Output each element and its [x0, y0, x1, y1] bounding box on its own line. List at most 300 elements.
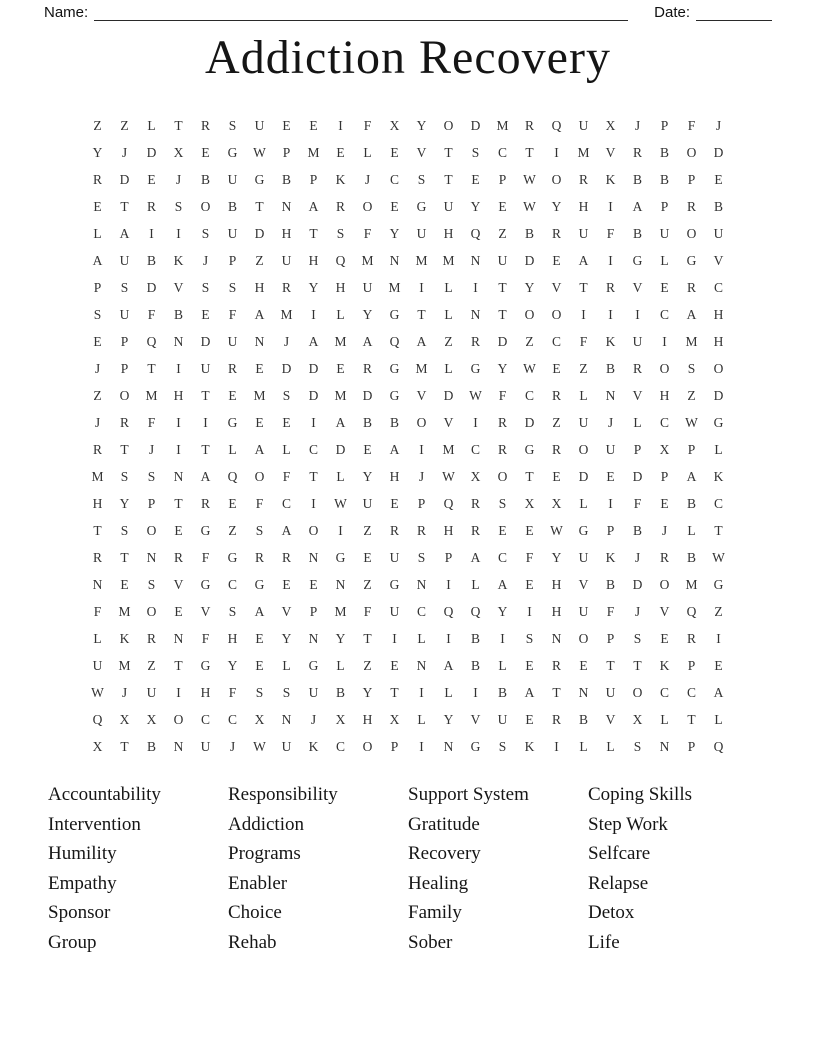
grid-letter: S: [120, 279, 129, 295]
grid-letter: I: [500, 630, 505, 646]
grid-letter: W: [523, 171, 536, 187]
grid-letter: I: [419, 738, 424, 754]
grid-letter: L: [714, 441, 723, 457]
grid-letter: J: [310, 711, 317, 727]
grid-letter: W: [523, 360, 536, 376]
grid-letter: R: [470, 495, 480, 511]
grid-letter: I: [203, 414, 208, 430]
grid-letter: R: [632, 144, 642, 160]
grid-letter: E: [255, 414, 264, 430]
grid-letter: E: [552, 252, 561, 268]
grid-letter: N: [578, 684, 589, 700]
grid-letter: M: [118, 657, 131, 673]
word-item: Family: [408, 902, 462, 923]
grid-letter: R: [497, 414, 507, 430]
grid-letter: R: [416, 522, 426, 538]
grid-letter: B: [578, 711, 588, 727]
grid-letter: E: [498, 522, 507, 538]
grid-letter: D: [632, 576, 643, 592]
grid-letter: V: [605, 144, 616, 160]
grid-letter: T: [444, 144, 453, 160]
grid-letter: D: [146, 279, 157, 295]
grid-letter: B: [632, 225, 642, 241]
grid-letter: P: [660, 198, 669, 214]
grid-letter: I: [419, 684, 424, 700]
grid-letter: O: [497, 468, 508, 484]
grid-letter: H: [551, 603, 562, 619]
grid-letter: J: [607, 414, 614, 430]
grid-letter: I: [554, 738, 559, 754]
grid-letter: W: [712, 549, 725, 565]
grid-letter: E: [309, 576, 318, 592]
grid-letter: M: [415, 360, 428, 376]
grid-letter: H: [713, 306, 724, 322]
grid-letter: R: [551, 657, 561, 673]
grid-letter: E: [390, 198, 399, 214]
date-label: Date:: [654, 4, 690, 21]
grid-letter: C: [416, 603, 426, 619]
word-item: Sponsor: [48, 902, 111, 923]
grid-letter: A: [254, 603, 265, 619]
grid-letter: I: [608, 252, 613, 268]
grid-letter: Z: [120, 117, 129, 133]
grid-letter: O: [416, 414, 427, 430]
grid-letter: P: [687, 657, 696, 673]
grid-letter: V: [551, 279, 562, 295]
grid-letter: Z: [552, 414, 561, 430]
grid-letter: T: [552, 684, 561, 700]
grid-letter: W: [442, 468, 455, 484]
grid-letter: S: [282, 684, 291, 700]
grid-letter: F: [363, 603, 372, 619]
grid-letter: E: [336, 360, 345, 376]
grid-letter: J: [634, 549, 641, 565]
grid-letter: T: [201, 441, 210, 457]
grid-letter: A: [686, 306, 697, 322]
word-item: Coping Skills: [588, 784, 692, 805]
grid-letter: E: [120, 576, 129, 592]
grid-letter: T: [93, 522, 102, 538]
grid-letter: G: [632, 252, 643, 268]
grid-letter: A: [254, 441, 265, 457]
grid-letter: O: [659, 576, 670, 592]
grid-letter: U: [227, 171, 238, 187]
grid-letter: R: [686, 279, 696, 295]
word-item: Gratitude: [408, 813, 480, 835]
word-item: Programs: [228, 843, 301, 864]
grid-letter: M: [91, 468, 104, 484]
grid-letter: B: [470, 630, 480, 646]
grid-letter: W: [253, 144, 266, 160]
grid-letter: U: [497, 252, 508, 268]
grid-letter: I: [527, 603, 532, 619]
grid-letter: X: [389, 711, 400, 727]
grid-letter: A: [416, 333, 427, 349]
grid-letter: E: [282, 576, 291, 592]
grid-letter: V: [281, 603, 292, 619]
grid-letter: E: [336, 144, 345, 160]
grid-letter: N: [605, 387, 616, 403]
grid-letter: U: [308, 684, 319, 700]
grid-letter: B: [524, 225, 534, 241]
grid-letter: I: [473, 684, 478, 700]
grid-letter: M: [280, 306, 293, 322]
grid-letter: E: [660, 279, 669, 295]
grid-letter: I: [338, 522, 343, 538]
grid-letter: H: [335, 279, 346, 295]
grid-letter: O: [686, 144, 697, 160]
grid-letter: Q: [146, 333, 157, 349]
grid-letter: A: [524, 684, 535, 700]
grid-letter: I: [176, 684, 181, 700]
grid-letter: E: [498, 198, 507, 214]
grid-letter: B: [686, 549, 696, 565]
grid-letter: R: [686, 630, 696, 646]
grid-letter: J: [634, 603, 641, 619]
grid-letter: E: [525, 657, 534, 673]
grid-letter: H: [227, 630, 238, 646]
grid-letter: O: [632, 684, 643, 700]
grid-letter: S: [471, 144, 480, 160]
grid-letter: L: [579, 495, 588, 511]
grid-letter: K: [308, 738, 319, 754]
grid-letter: U: [605, 441, 616, 457]
grid-letter: H: [281, 225, 292, 241]
grid-letter: J: [175, 171, 182, 187]
grid-letter: R: [362, 360, 372, 376]
grid-letter: C: [308, 441, 318, 457]
grid-letter: M: [334, 603, 347, 619]
grid-letter: Q: [551, 117, 562, 133]
grid-letter: E: [525, 576, 534, 592]
grid-letter: S: [201, 225, 210, 241]
grid-letter: K: [119, 630, 130, 646]
word-column: [48, 780, 228, 957]
grid-letter: W: [550, 522, 563, 538]
grid-letter: E: [255, 630, 264, 646]
name-label: Name:: [44, 4, 89, 21]
grid-letter: L: [579, 387, 588, 403]
grid-letter: S: [147, 468, 156, 484]
grid-letter: T: [174, 117, 183, 133]
grid-letter: T: [120, 441, 129, 457]
grid-letter: B: [632, 171, 642, 187]
grid-letter: I: [473, 414, 478, 430]
grid-letter: Y: [551, 198, 562, 214]
grid-letter: N: [173, 468, 184, 484]
grid-letter: Z: [228, 522, 237, 538]
grid-letter: I: [176, 360, 181, 376]
grid-letter: M: [442, 441, 455, 457]
grid-letter: G: [470, 360, 481, 376]
grid-letter: D: [200, 333, 211, 349]
grid-letter: N: [308, 549, 319, 565]
grid-letter: E: [525, 711, 534, 727]
grid-letter: V: [443, 414, 454, 430]
grid-letter: E: [228, 387, 237, 403]
grid-letter: K: [605, 549, 616, 565]
grid-letter: C: [470, 441, 480, 457]
grid-letter: L: [93, 630, 102, 646]
grid-letter: V: [578, 576, 589, 592]
grid-letter: H: [443, 522, 454, 538]
grid-letter: U: [497, 711, 508, 727]
grid-letter: Y: [92, 144, 103, 160]
grid-letter: T: [525, 144, 534, 160]
grid-letter: G: [227, 549, 238, 565]
grid-letter: B: [686, 495, 696, 511]
grid-letter: R: [146, 198, 156, 214]
grid-letter: J: [661, 522, 668, 538]
grid-letter: R: [632, 360, 642, 376]
grid-letter: D: [308, 387, 319, 403]
grid-letter: C: [659, 414, 669, 430]
grid-letter: T: [120, 549, 129, 565]
grid-letter: G: [227, 414, 238, 430]
grid-letter: F: [525, 549, 534, 565]
name-blank-line: [94, 5, 628, 21]
grid-letter: A: [497, 576, 508, 592]
grid-letter: V: [173, 279, 184, 295]
grid-letter: B: [146, 252, 156, 268]
grid-letter: N: [254, 333, 265, 349]
grid-letter: R: [173, 549, 183, 565]
grid-letter: A: [200, 468, 211, 484]
word-column: [228, 780, 408, 957]
grid-letter: L: [93, 225, 102, 241]
grid-letter: O: [578, 441, 589, 457]
grid-letter: G: [200, 657, 211, 673]
grid-letter: H: [308, 252, 319, 268]
grid-letter: N: [470, 252, 481, 268]
grid-letter: Z: [714, 603, 723, 619]
grid-letter: O: [551, 306, 562, 322]
grid-letter: P: [120, 333, 129, 349]
grid-letter: I: [392, 630, 397, 646]
grid-letter: X: [119, 711, 130, 727]
grid-letter: L: [444, 306, 453, 322]
grid-letter: E: [255, 657, 264, 673]
grid-letter: O: [713, 360, 724, 376]
grid-letter: U: [578, 549, 589, 565]
grid-letter: P: [282, 144, 291, 160]
grid-letter: A: [92, 252, 103, 268]
grid-letter: R: [335, 198, 345, 214]
grid-letter: Y: [227, 657, 238, 673]
grid-letter: Z: [93, 387, 102, 403]
grid-letter: F: [579, 333, 588, 349]
grid-letter: E: [282, 117, 291, 133]
grid-letter: S: [525, 630, 534, 646]
grid-letter: E: [282, 414, 291, 430]
grid-letter: U: [443, 198, 454, 214]
grid-letter: C: [686, 684, 696, 700]
grid-letter: U: [416, 225, 427, 241]
grid-letter: V: [659, 603, 670, 619]
grid-letter: D: [362, 387, 373, 403]
word-item: Responsibility: [228, 784, 338, 805]
grid-letter: J: [364, 171, 371, 187]
grid-letter: C: [551, 333, 561, 349]
grid-letter: M: [415, 252, 428, 268]
grid-letter: D: [524, 414, 535, 430]
grid-letter: B: [227, 198, 237, 214]
grid-letter: H: [578, 198, 589, 214]
grid-letter: U: [578, 414, 589, 430]
grid-letter: M: [145, 387, 158, 403]
grid-letter: R: [605, 279, 615, 295]
grid-letter: F: [606, 603, 615, 619]
grid-letter: L: [633, 414, 642, 430]
grid-letter: W: [523, 198, 536, 214]
grid-letter: X: [254, 711, 265, 727]
word-item: Empathy: [48, 872, 117, 894]
grid-letter: U: [605, 684, 616, 700]
grid-letter: N: [470, 306, 481, 322]
grid-letter: B: [389, 414, 399, 430]
grid-letter: H: [200, 684, 211, 700]
grid-letter: A: [686, 468, 697, 484]
grid-letter: X: [524, 495, 535, 511]
grid-letter: D: [119, 171, 130, 187]
grid-letter: R: [686, 198, 696, 214]
grid-letter: N: [173, 333, 184, 349]
grid-letter: E: [201, 306, 210, 322]
grid-letter: I: [311, 495, 316, 511]
grid-letter: S: [633, 630, 642, 646]
grid-letter: C: [389, 171, 399, 187]
grid-letter: M: [253, 387, 266, 403]
grid-letter: P: [120, 360, 129, 376]
grid-letter: A: [470, 549, 481, 565]
word-list: [48, 780, 776, 957]
grid-letter: V: [632, 387, 643, 403]
grid-letter: D: [335, 441, 346, 457]
grid-letter: U: [362, 279, 373, 295]
grid-letter: X: [632, 711, 643, 727]
grid-letter: I: [176, 414, 181, 430]
grid-letter: C: [281, 495, 291, 511]
grid-letter: G: [227, 144, 238, 160]
grid-letter: A: [335, 414, 346, 430]
grid-letter: Y: [389, 225, 400, 241]
grid-letter: K: [173, 252, 184, 268]
grid-letter: I: [581, 306, 586, 322]
grid-letter: D: [281, 360, 292, 376]
grid-letter: L: [147, 117, 156, 133]
grid-letter: R: [551, 387, 561, 403]
grid-letter: V: [713, 252, 724, 268]
grid-letter: Y: [524, 279, 535, 295]
grid-letter: N: [173, 738, 184, 754]
grid-letter: O: [524, 306, 535, 322]
grid-letter: E: [390, 657, 399, 673]
grid-letter: G: [308, 657, 319, 673]
grid-letter: Z: [363, 576, 372, 592]
grid-letter: Z: [498, 225, 507, 241]
grid-letter: C: [227, 576, 237, 592]
grid-letter: L: [228, 441, 237, 457]
word-item: Detox: [588, 902, 635, 923]
grid-letter: H: [551, 576, 562, 592]
grid-letter: Y: [281, 630, 292, 646]
grid-letter: M: [361, 252, 374, 268]
grid-letter: Y: [335, 630, 346, 646]
grid-letter: U: [200, 738, 211, 754]
grid-letter: A: [119, 225, 130, 241]
grid-letter: R: [659, 549, 669, 565]
grid-letter: B: [470, 657, 480, 673]
grid-letter: J: [202, 252, 209, 268]
grid-letter: I: [608, 198, 613, 214]
grid-letter: J: [229, 738, 236, 754]
grid-letter: N: [281, 711, 292, 727]
grid-letter: H: [443, 225, 454, 241]
grid-letter: Y: [497, 603, 508, 619]
grid-letter: P: [309, 171, 318, 187]
grid-letter: O: [362, 198, 373, 214]
grid-letter: W: [469, 387, 482, 403]
grid-letter: O: [443, 117, 454, 133]
grid-letter: F: [147, 306, 156, 322]
grid-letter: V: [605, 711, 616, 727]
grid-letter: P: [147, 495, 156, 511]
grid-letter: T: [687, 711, 696, 727]
grid-letter: B: [659, 144, 669, 160]
word-item: Life: [588, 931, 620, 953]
grid-letter: X: [470, 468, 481, 484]
grid-letter: S: [228, 117, 237, 133]
grid-letter: P: [309, 603, 318, 619]
grid-letter: Y: [443, 711, 454, 727]
grid-letter: T: [498, 279, 507, 295]
grid-letter: C: [659, 684, 669, 700]
grid-letter: Z: [525, 333, 534, 349]
grid-letter: I: [608, 495, 613, 511]
grid-letter: D: [524, 252, 535, 268]
grid-letter: B: [281, 171, 291, 187]
grid-letter: E: [714, 171, 723, 187]
grid-letter: E: [174, 522, 183, 538]
grid-letter: S: [120, 468, 129, 484]
grid-letter: G: [713, 576, 724, 592]
grid-letter: H: [389, 468, 400, 484]
grid-letter: U: [578, 117, 589, 133]
grid-letter: P: [687, 441, 696, 457]
grid-letter: I: [554, 144, 559, 160]
grid-letter: N: [281, 198, 292, 214]
grid-letter: R: [389, 522, 399, 538]
grid-letter: G: [389, 360, 400, 376]
grid-letter: V: [416, 387, 427, 403]
grid-letter: L: [336, 468, 345, 484]
grid-letter: A: [362, 333, 373, 349]
grid-letter: I: [473, 279, 478, 295]
grid-letter: D: [470, 117, 481, 133]
grid-letter: I: [419, 441, 424, 457]
grid-letter: F: [93, 603, 102, 619]
grid-letter: L: [687, 522, 696, 538]
grid-letter: C: [335, 738, 345, 754]
grid-letter: M: [577, 144, 590, 160]
grid-letter: L: [282, 657, 291, 673]
grid-letter: X: [92, 738, 103, 754]
grid-letter: F: [147, 414, 156, 430]
grid-letter: L: [660, 252, 669, 268]
grid-letter: U: [281, 738, 292, 754]
grid-letter: S: [282, 387, 291, 403]
grid-letter: V: [416, 144, 427, 160]
